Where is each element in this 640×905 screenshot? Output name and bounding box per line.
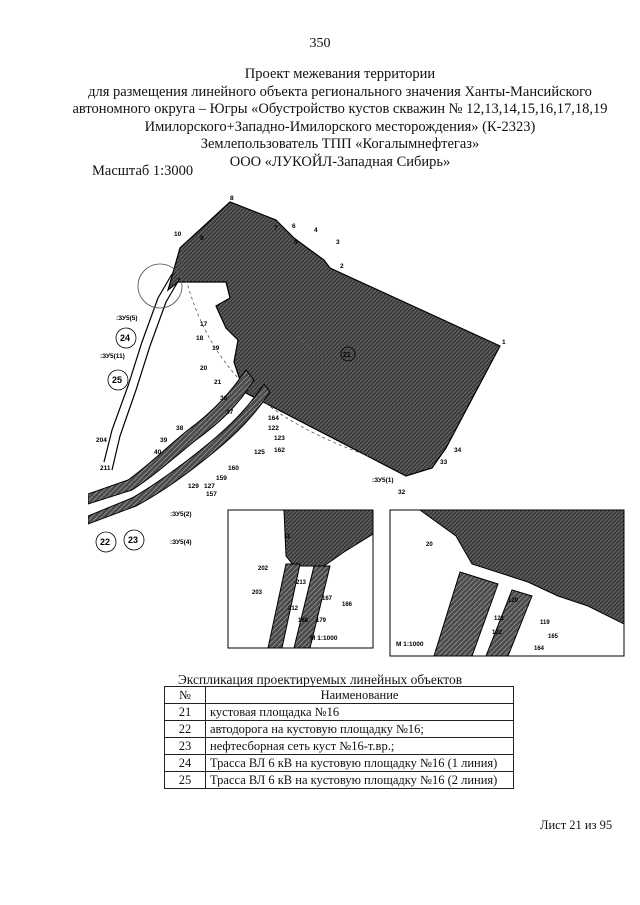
inset-label: 119 <box>540 620 550 626</box>
circle-label: 23 <box>128 535 139 545</box>
zu-label: :ЗУ5(1) <box>372 477 394 484</box>
svg-text:4: 4 <box>314 227 318 234</box>
svg-text:1: 1 <box>502 339 506 346</box>
inset-label: 168 <box>298 618 309 624</box>
inset-label: 121 <box>494 616 505 622</box>
svg-text:40: 40 <box>154 449 162 456</box>
svg-text:159: 159 <box>216 475 227 482</box>
map-scale: Масштаб 1:3000 <box>92 163 194 179</box>
svg-text:3: 3 <box>336 239 340 246</box>
title-line: для размещения линейного объекта регионального значения Ханты-Мансийского <box>88 83 592 100</box>
zu-label: :ЗУ5(11) <box>100 353 125 360</box>
inset-label: 164 <box>534 646 545 652</box>
svg-text:9: 9 <box>200 235 204 242</box>
title-line: автономного округа – Югры «Обустройство кустов скважин № 12,13,14,15,16,17,18,19 <box>72 101 608 117</box>
inset-scale: М 1:1000 <box>310 635 338 642</box>
svg-text:34: 34 <box>454 447 462 454</box>
row-name: кустовая площадка №16 <box>206 704 514 721</box>
svg-text:129: 129 <box>188 483 199 490</box>
svg-text:160: 160 <box>228 465 239 472</box>
svg-text:2: 2 <box>340 263 344 270</box>
inset-label: 212 <box>288 606 299 612</box>
row-num: 24 <box>165 755 206 772</box>
zu-label: :ЗУ5(2) <box>170 511 192 518</box>
inset-label: 122 <box>492 630 503 636</box>
table-row <box>165 721 514 738</box>
inset-label: 202 <box>258 566 269 572</box>
inset-label: 213 <box>296 580 307 586</box>
header-num: № <box>165 687 206 704</box>
svg-text:123: 123 <box>274 435 285 442</box>
circle-label: 24 <box>120 333 131 343</box>
circle-label: 22 <box>100 537 111 547</box>
title-line: Имилорского+Западно-Имилорского месторождения» (К-2323) <box>144 118 536 135</box>
svg-text:32: 32 <box>398 489 406 496</box>
inset-label: 11 <box>284 534 291 540</box>
inset-label: 166 <box>342 602 353 608</box>
inset-label: 120 <box>508 598 519 604</box>
inset-label: 20 <box>426 542 433 548</box>
sheet-number: Лист 21 из 95 <box>540 818 613 832</box>
table-row <box>165 772 514 789</box>
svg-text:125: 125 <box>254 449 265 456</box>
table-row <box>165 755 514 772</box>
inset-label: 179 <box>316 618 327 624</box>
row-name: нефтесборная сеть куст №16-т.вр.; <box>206 738 514 755</box>
table-row <box>165 738 514 755</box>
svg-text:5: 5 <box>294 239 298 246</box>
row-name: Трасса ВЛ 6 кВ на кустовую площадку №16 (1 линия) <box>206 755 514 772</box>
row-name: автодорога на кустовую площадку №16; <box>206 721 514 738</box>
legend-title: Экспликация проектируемых линейных объектов <box>177 672 463 687</box>
svg-text:20: 20 <box>200 365 208 372</box>
svg-text:211: 211 <box>100 465 111 472</box>
svg-text:33: 33 <box>440 459 448 466</box>
svg-text:122: 122 <box>268 425 279 432</box>
title-line: Проект межевания территории <box>244 66 436 82</box>
svg-text:39: 39 <box>160 437 168 444</box>
inset-label: 203 <box>252 590 263 596</box>
table-row <box>165 704 514 721</box>
well-pad-plot <box>168 202 500 476</box>
title-line: ООО «ЛУКОЙЛ-Западная Сибирь» <box>229 153 451 170</box>
svg-text:18: 18 <box>196 335 204 342</box>
svg-text:7: 7 <box>274 225 278 232</box>
svg-text:36: 36 <box>220 395 228 402</box>
svg-text:38: 38 <box>176 425 184 432</box>
title-line: Землепользователь ТПП «Когалымнефтегаз» <box>200 136 480 152</box>
zu-label: :ЗУ5(5) <box>116 315 138 322</box>
svg-text:37: 37 <box>226 409 234 416</box>
document-title <box>40 66 640 171</box>
table-header-row <box>165 687 514 704</box>
circle-label: 25 <box>112 375 123 385</box>
svg-text:157: 157 <box>206 491 217 498</box>
inset-label: 167 <box>322 596 333 602</box>
svg-text:8: 8 <box>230 195 234 202</box>
svg-text:17: 17 <box>200 321 208 328</box>
row-num: 22 <box>165 721 206 738</box>
legend-table <box>164 686 514 789</box>
svg-text:127: 127 <box>204 483 215 490</box>
svg-text:162: 162 <box>274 447 285 454</box>
row-name: Трасса ВЛ 6 кВ на кустовую площадку №16 (2 линия) <box>206 772 514 789</box>
row-num: 23 <box>165 738 206 755</box>
header-name: Наименование <box>206 687 514 704</box>
row-num: 21 <box>165 704 206 721</box>
page-number: 350 <box>309 36 331 51</box>
svg-text:164: 164 <box>268 415 279 422</box>
inset-scale: М 1:1000 <box>396 641 424 648</box>
cadastral-map <box>88 186 630 662</box>
row-num: 25 <box>165 772 206 789</box>
svg-text:19: 19 <box>212 345 220 352</box>
power-line-1 <box>104 274 172 462</box>
svg-text:21: 21 <box>214 379 222 386</box>
svg-text:204: 204 <box>96 437 107 444</box>
svg-text:10: 10 <box>174 231 182 238</box>
plot-number: 21 <box>343 352 351 359</box>
svg-text:6: 6 <box>292 223 296 230</box>
inset-label: 165 <box>548 634 559 640</box>
zu-label: :ЗУ5(4) <box>170 539 192 546</box>
